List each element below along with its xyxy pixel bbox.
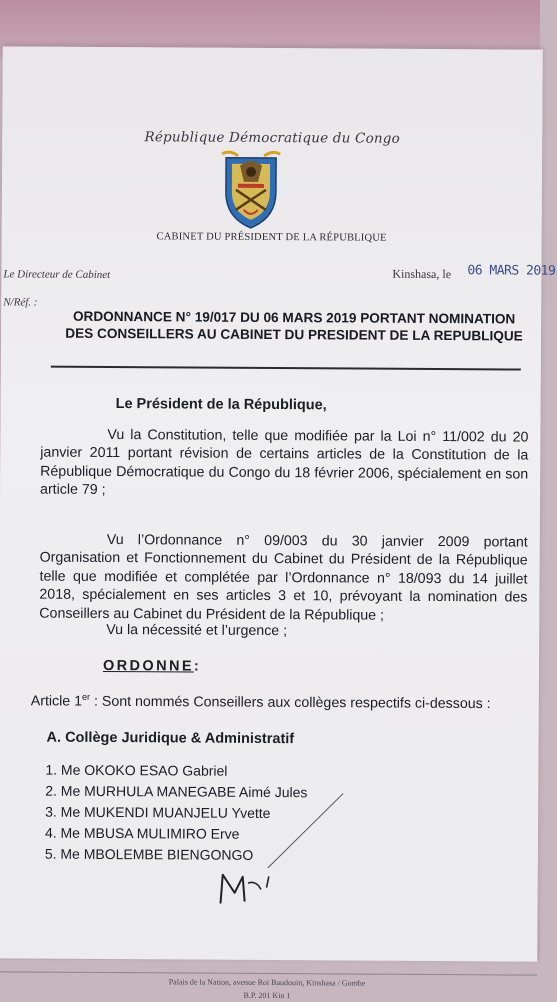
article-superscript: er <box>82 691 91 702</box>
article-text: : Sont nommés Conseillers aux collèges respectifs ci-dessous : <box>90 693 491 713</box>
ordonne-colon: : <box>193 658 202 675</box>
place-date-prefix: Kinshasa, le <box>392 266 452 282</box>
signature-mark <box>213 863 293 913</box>
cabinet-heading: CABINET DU PRÉSIDENT DE LA RÉPUBLIQUE <box>156 231 387 244</box>
member-item: 1. Me OKOKO ESAO Gabriel <box>45 761 228 779</box>
director-label: Le Directeur de Cabinet <box>3 268 111 282</box>
ordonne-word: ORDONNE <box>102 657 194 675</box>
document-title: ORDONNANCE N° 19/017 DU 06 MARS 2019 PORTANT NOMINATION DES CONSEILLERS AU CABINET DU PRESIDENT DE LA REPUBLIQUE <box>65 308 523 344</box>
footer-postal-box: B.P. 201 Kin 1 <box>243 990 291 1001</box>
paragraph-urgence: Vu la nécessité et l’urgence ; <box>106 622 288 640</box>
paragraph-ordonnance: Vu l’Ordonnance n° 09/003 du 30 janvier 2009 portant Organisation et Fonctionnement du Cabinet du Président de la République telle que modifiée et complétée par l’Ordonnance n° 18/093 du 14 juillet 2018, spécialement en ses articles 3 et 10, prévoyant la nomination des Conseillers au Cabinet du Président de la République ; <box>39 532 528 624</box>
member-item: 2. Me MURHULA MANEGABE Aimé Jules <box>45 782 308 801</box>
president-heading: Le Président de la République, <box>115 396 327 414</box>
member-item: 3. Me MUKENDI MUANJELU Yvette <box>45 803 271 822</box>
title-divider <box>51 366 521 371</box>
date-stamp: 06 MARS 2019 <box>467 263 556 279</box>
paragraph-constitution: Vu la Constitution, telle que modifiée par la Loi n° 11/002 du 20 janvier 2011 portant révision de certains articles de la Constitution de la République Démocratique du Congo du 18 février 2006, spécialement en son article 79 ; <box>40 427 529 499</box>
article-1 <box>31 692 491 713</box>
coat-of-arms-emblem <box>218 148 284 230</box>
article-label: Article 1 <box>30 693 83 710</box>
republic-heading: République Démocratique du Congo <box>144 129 401 147</box>
college-heading: A. Collège Juridique & Administratif <box>46 729 295 748</box>
member-item: 5. Me MBOLEMBE BIENGONGO <box>44 845 254 863</box>
reference-label: N/Réf. : <box>3 296 38 309</box>
ordonne-heading <box>103 658 201 675</box>
footer-address: Palais de la Nation, avenue Roi Baudouin, Kinshasa / Gombe <box>168 977 366 988</box>
document-page <box>0 46 556 1001</box>
member-item: 4. Me MBUSA MULIMIRO Erve <box>44 824 240 842</box>
footer-divider <box>0 971 537 975</box>
